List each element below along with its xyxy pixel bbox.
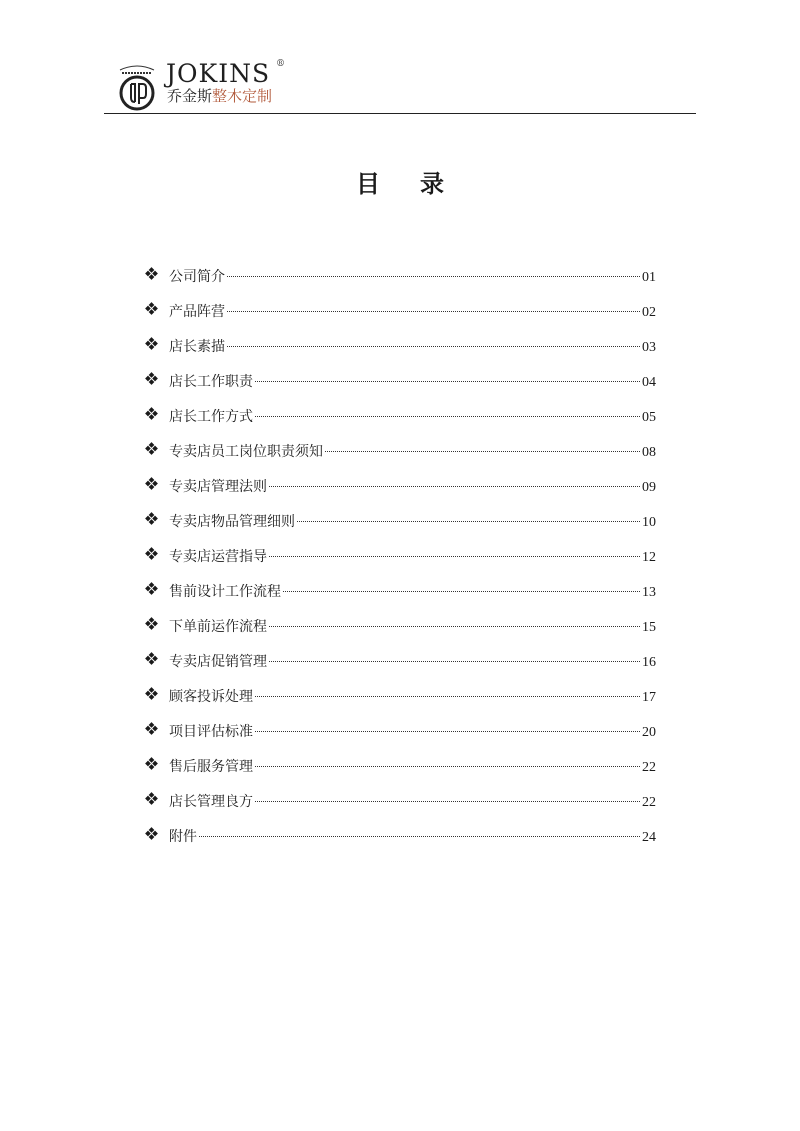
toc-entry-page: 05: [642, 410, 656, 425]
toc-entry-page: 24: [642, 830, 656, 845]
toc-entry-title: 店长管理良方: [169, 794, 253, 810]
toc-entry-page: 12: [642, 550, 656, 565]
dot-leader: [227, 310, 640, 312]
toc-entry-page: 22: [642, 795, 656, 810]
toc-entry-page: 20: [642, 725, 656, 740]
dot-leader: [283, 590, 640, 592]
toc-entry-page: 15: [642, 620, 656, 635]
toc-entry[interactable]: [144, 647, 656, 682]
diamond-bullet-icon: [145, 477, 158, 490]
toc-entry-page: 04: [642, 375, 656, 390]
toc-entry[interactable]: [144, 437, 656, 472]
toc-entry[interactable]: [144, 402, 656, 437]
toc-entry-page: 01: [642, 270, 656, 285]
diamond-bullet-icon: [145, 792, 158, 805]
dot-leader: [269, 625, 640, 627]
diamond-bullet-icon: [145, 442, 158, 455]
dot-leader: [255, 800, 640, 802]
page-header: [0, 0, 800, 116]
diamond-bullet-icon: [145, 687, 158, 700]
dot-leader: [297, 520, 640, 522]
dot-leader: [255, 380, 640, 382]
toc-entry-title: 店长工作方式: [169, 409, 253, 425]
toc-entry[interactable]: [144, 262, 656, 297]
diamond-bullet-icon: [145, 512, 158, 525]
toc-entry-page: 03: [642, 340, 656, 355]
dot-leader: [325, 450, 640, 452]
toc-entry[interactable]: [144, 717, 656, 752]
toc-entry[interactable]: [144, 367, 656, 402]
registered-mark: ®: [276, 59, 285, 69]
toc-entry-title: 公司简介: [169, 269, 225, 285]
jokins-logo-icon: [114, 60, 160, 112]
toc-entry-page: 10: [642, 515, 656, 530]
toc-entry[interactable]: [144, 297, 656, 332]
toc-entry-title: 售前设计工作流程: [169, 584, 281, 600]
dot-leader: [227, 275, 640, 277]
toc-list: [144, 262, 656, 857]
toc-entry-title: 产品阵营: [169, 304, 225, 320]
diamond-bullet-icon: [145, 337, 158, 350]
diamond-bullet-icon: [145, 722, 158, 735]
toc-entry-title: 专卖店促销管理: [169, 654, 267, 670]
toc-entry-page: 22: [642, 760, 656, 775]
diamond-bullet-icon: [145, 757, 158, 770]
toc-entry-page: 17: [642, 690, 656, 705]
toc-entry[interactable]: [144, 332, 656, 367]
toc-entry-title: 专卖店运营指导: [169, 549, 267, 565]
toc-entry[interactable]: [144, 507, 656, 542]
diamond-bullet-icon: [145, 582, 158, 595]
toc-entry[interactable]: [144, 682, 656, 717]
dot-leader: [269, 555, 640, 557]
toc-entry-page: 13: [642, 585, 656, 600]
dot-leader: [255, 765, 640, 767]
toc-title: 目录: [356, 170, 484, 198]
diamond-bullet-icon: [145, 617, 158, 630]
diamond-bullet-icon: [145, 652, 158, 665]
toc-entry[interactable]: [144, 752, 656, 787]
toc-entry-title: 专卖店员工岗位职责须知: [169, 444, 323, 460]
diamond-bullet-icon: [145, 302, 158, 315]
dot-leader: [227, 345, 640, 347]
toc-entry-page: 16: [642, 655, 656, 670]
toc-entry-title: 附件: [169, 829, 197, 845]
toc-entry-title: 售后服务管理: [169, 759, 253, 775]
toc-entry[interactable]: [144, 577, 656, 612]
toc-entry-title: 专卖店管理法则: [169, 479, 267, 495]
toc-entry[interactable]: [144, 787, 656, 822]
toc-entry-title: 顾客投诉处理: [169, 689, 253, 705]
brand-cn-name: 乔金斯: [167, 87, 213, 105]
diamond-bullet-icon: [145, 372, 158, 385]
diamond-bullet-icon: [145, 267, 158, 280]
brand-cn-tagline: 整木定制: [212, 87, 273, 105]
toc-entry[interactable]: [144, 612, 656, 647]
toc-entry-title: 店长工作职责: [169, 374, 253, 390]
dot-leader: [269, 660, 640, 662]
toc-entry-title: 项目评估标准: [169, 724, 253, 740]
dot-leader: [255, 415, 640, 417]
toc-entry-page: 08: [642, 445, 656, 460]
brand-name-en: JOKINS: [166, 59, 271, 88]
toc-entry-title: 专卖店物品管理细则: [169, 514, 295, 530]
toc-entry-page: 09: [642, 480, 656, 495]
diamond-bullet-icon: [145, 407, 158, 420]
dot-leader: [199, 835, 640, 837]
toc-entry-page: 02: [642, 305, 656, 320]
toc-entry[interactable]: [144, 472, 656, 507]
dot-leader: [269, 485, 640, 487]
toc-entry-title: 下单前运作流程: [169, 619, 267, 635]
dot-leader: [255, 730, 640, 732]
diamond-bullet-icon: [145, 547, 158, 560]
diamond-bullet-icon: [145, 827, 158, 840]
dot-leader: [255, 695, 640, 697]
toc-entry[interactable]: [144, 822, 656, 857]
brand-name-cn: [167, 87, 272, 105]
header-divider: [104, 113, 696, 114]
toc-entry-title: 店长素描: [169, 339, 225, 355]
toc-entry[interactable]: [144, 542, 656, 577]
